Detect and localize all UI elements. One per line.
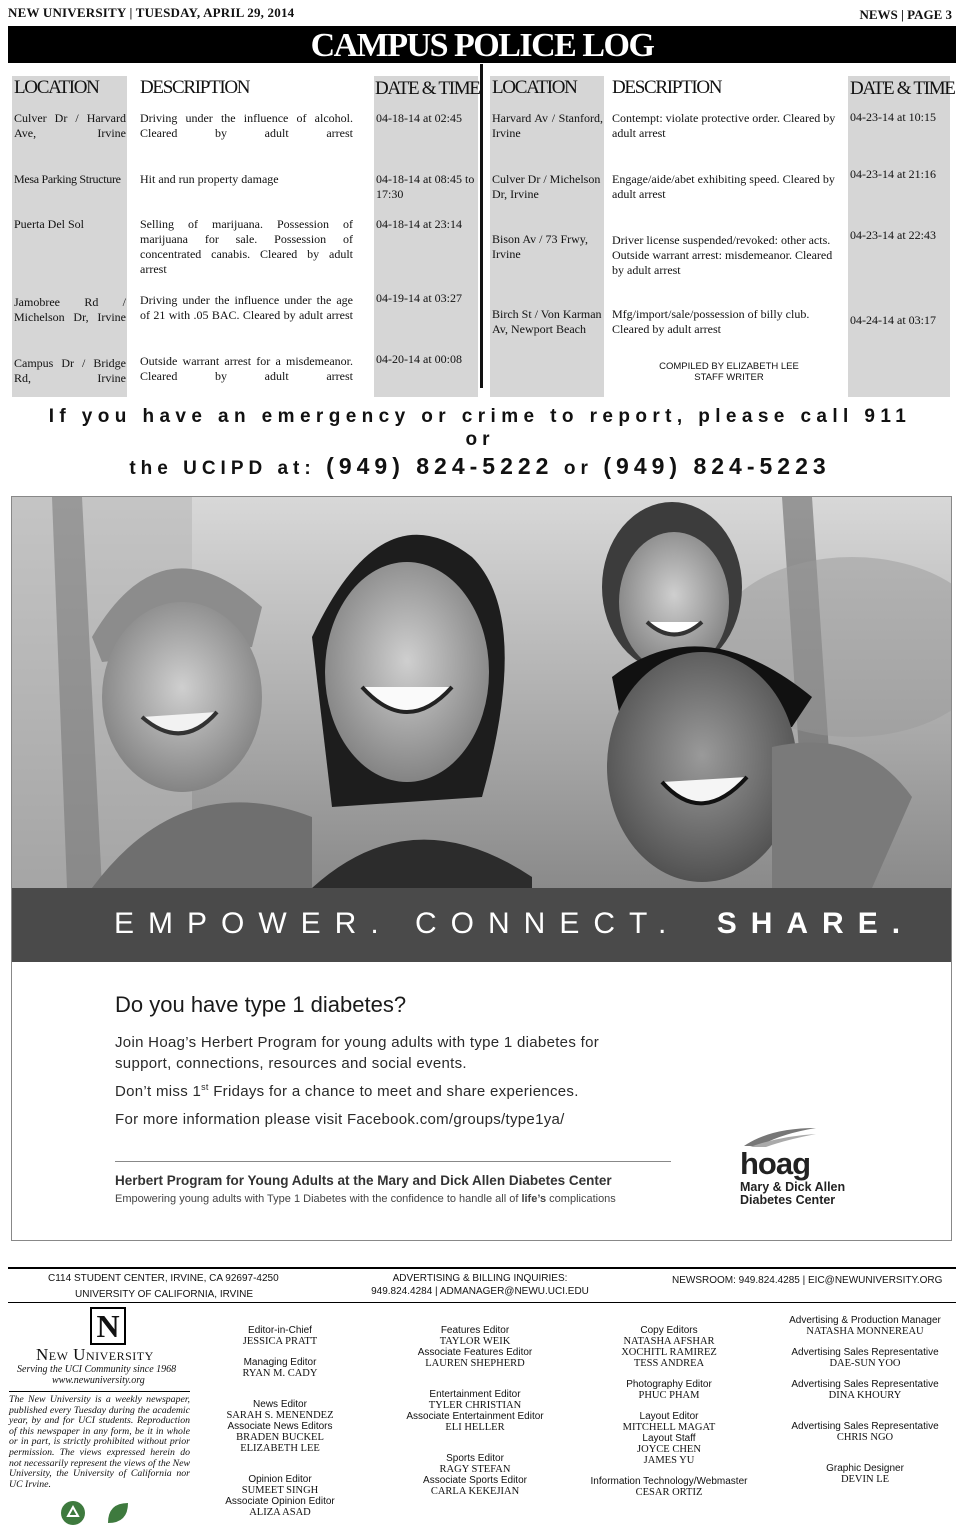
log-entry-location: Birch St / Von Karman Av, Newport Beach <box>492 307 602 336</box>
log-entry-datetime: 04-19-14 at 03:27 <box>376 291 462 305</box>
log-entry-datetime: 04-23-14 at 22:43 <box>850 228 936 242</box>
staff-role: Advertising Sales Representative <box>791 1421 939 1432</box>
phone-number-2[interactable]: (949) 824-5223 <box>603 453 831 479</box>
col-header-datetime: DATE & TIME <box>375 78 480 99</box>
staff-role: Advertising Sales Representative <box>791 1347 939 1358</box>
staff-column-2 <box>395 1325 555 1497</box>
compiled-by-name: COMPILED BY ELIZABETH LEE <box>659 361 799 372</box>
staff-role: Copy Editors <box>640 1325 698 1336</box>
staff-role: Graphic Designer <box>826 1463 904 1474</box>
staff-role: Layout Staff <box>642 1433 696 1444</box>
masthead-title: New University <box>36 1345 154 1364</box>
log-entry-location: Campus Dr / Bridge Rd, Irvine <box>14 356 126 385</box>
ad-photo <box>12 497 951 888</box>
staff-role: Advertising Sales Representative <box>791 1379 939 1390</box>
masthead-url[interactable]: www.newuniversity.org <box>52 1375 145 1386</box>
staff-role: Entertainment Editor <box>429 1389 521 1400</box>
staff-name: JOYCE CHEN <box>637 1444 701 1455</box>
ucipd-label: the UCIPD at: <box>129 458 316 479</box>
log-entry-datetime: 04-18-14 at 23:14 <box>376 217 462 231</box>
staff-role: Associate Sports Editor <box>423 1475 527 1486</box>
staff-spacer <box>395 1433 555 1443</box>
staff-name: TESS ANDREA <box>633 1358 705 1369</box>
log-entry-description: Driver license suspended/revoked: other acts. Outside warrant arrest: misdemeanor. Cleared by adult arrest <box>612 233 833 277</box>
staff-name: DAE-SUN YOO <box>829 1358 901 1369</box>
staff-column-1 <box>212 1325 348 1518</box>
ad-para2-end: Fridays for a chance to meet and share experiences. <box>208 1083 579 1100</box>
address-line-2: UNIVERSITY OF CALIFORNIA, IRVINE <box>75 1289 253 1300</box>
staff-role: Features Editor <box>440 1325 510 1336</box>
staff-column-3 <box>580 1325 758 1498</box>
staff-name: ELI HELLER <box>445 1422 505 1433</box>
masthead-tagline: Serving the UCI Community since 1968 <box>17 1364 177 1375</box>
staff-spacer <box>580 1466 758 1476</box>
ad-program-sub <box>115 1193 616 1205</box>
staff-spacer <box>780 1401 950 1411</box>
log-entry-description: Driving under the influence under the age of 21 with .05 BAC. Cleared by adult arrest <box>140 293 353 322</box>
staff-name: SUMEET SINGH <box>241 1485 319 1496</box>
log-entry-datetime: 04-18-14 at 08:45 to 17:30 <box>376 172 475 201</box>
log-entry-description: Contempt: violate protective order. Cleared by adult arrest <box>612 111 836 140</box>
advertising-contact[interactable]: 949.824.4284 | ADMANAGER@NEWU.UCI.EDU <box>371 1286 589 1297</box>
staff-spacer <box>395 1369 555 1379</box>
recycle-icon <box>60 1500 86 1526</box>
staff-role: Editor-in-Chief <box>248 1325 312 1336</box>
staff-spacer <box>212 1379 348 1389</box>
staff-name: PHUC PHAM <box>638 1390 700 1401</box>
staff-name: ELIZABETH LEE <box>240 1443 320 1454</box>
ad-tagline <box>114 907 914 941</box>
ad-paragraph-1: Join Hoag’s Herbert Program for young adults with type 1 diabetes for support, connections, resources and social events. <box>115 1034 599 1072</box>
emergency-phones <box>0 453 960 480</box>
hoag-swoosh-icon <box>740 1126 820 1148</box>
section-page: NEWS | PAGE 3 <box>859 7 952 22</box>
log-entry-description: Mfg/import/sale/possession of billy club. Cleared by adult arrest <box>612 307 810 336</box>
staff-spacer <box>780 1443 950 1453</box>
ad-sub-bold: life’s <box>521 1193 547 1205</box>
staff-name: CARLA KEKEJIAN <box>430 1486 520 1497</box>
ad-sub-end: complications <box>546 1193 616 1205</box>
newsroom-contact[interactable]: NEWSROOM: 949.824.4285 | EIC@NEWUNIVERSITY.ORG <box>672 1275 943 1286</box>
staff-name: TAYLOR WEIK <box>439 1336 511 1347</box>
staff-spacer <box>212 1389 348 1399</box>
log-entry-datetime: 04-23-14 at 10:15 <box>850 110 936 124</box>
tagline-empower-connect: EMPOWER. CONNECT. <box>114 907 681 940</box>
emergency-line: If you have an emergency or crime to report, please call 911 <box>48 406 912 427</box>
log-entry-datetime: 04-18-14 at 02:45 <box>376 111 462 125</box>
log-entry-location: Bison Av / 73 Frwy, Irvine <box>492 232 589 261</box>
staff-spacer <box>212 1464 348 1474</box>
staff-role: Sports Editor <box>446 1453 504 1464</box>
staff-spacer <box>780 1337 950 1347</box>
staff-spacer <box>580 1369 758 1379</box>
leaf-icon <box>105 1500 131 1526</box>
hoag-logo-icon <box>740 1126 880 1207</box>
staff-spacer <box>395 1379 555 1389</box>
staff-role: News Editor <box>253 1399 307 1410</box>
staff-role: Associate News Editors <box>227 1421 333 1432</box>
staff-role: Associate Entertainment Editor <box>406 1411 544 1422</box>
footer-rule-top <box>8 1267 956 1269</box>
hoag-wordmark: hoag <box>740 1146 811 1181</box>
ad-program-title: Herbert Program for Young Adults at the Mary and Dick Allen Diabetes Center <box>115 1173 612 1188</box>
staff-role: Managing Editor <box>243 1357 317 1368</box>
staff-role: Photography Editor <box>626 1379 712 1390</box>
staff-name: JAMES YU <box>643 1455 695 1466</box>
log-entry-location: Puerta Del Sol <box>14 217 84 231</box>
log-entry-location: Mesa Parking Structure <box>14 172 121 186</box>
ad-link[interactable]: For more information please visit Facebook.com/groups/type1ya/ <box>115 1111 565 1128</box>
staff-role: Associate Opinion Editor <box>225 1496 335 1507</box>
new-university-logo-icon: N <box>90 1307 126 1345</box>
tagline-share: SHARE. <box>716 907 915 940</box>
emergency-or-inline: or <box>563 458 593 479</box>
log-entry-description: Hit and run property damage <box>140 172 279 186</box>
staff-role: Associate Features Editor <box>417 1347 533 1358</box>
staff-name: XOCHITL RAMIREZ <box>621 1347 717 1358</box>
staff-name: RAGY STEFAN <box>439 1464 511 1475</box>
ad-divider <box>115 1161 671 1162</box>
log-entry-description: Outside warrant arrest for a misdemeanor. Cleared by adult arrest <box>140 354 353 383</box>
phone-number-1[interactable]: (949) 824-5222 <box>326 453 554 479</box>
staff-spacer <box>395 1443 555 1453</box>
col-header-description: DESCRIPTION <box>140 77 250 98</box>
ad-para2-start: Don’t miss 1 <box>115 1083 202 1100</box>
ad-headline: Do you have type 1 diabetes? <box>115 992 407 1017</box>
log-entry-description: Driving under the influence of alcohol. Cleared by adult arrest <box>140 111 353 140</box>
staff-name: BRADEN BUCKEL <box>236 1432 324 1443</box>
address-line-1: C114 STUDENT CENTER, IRVINE, CA 92697-4250 <box>48 1273 279 1284</box>
log-entry-location: Harvard Av / Stanford, Irvine <box>492 111 603 140</box>
log-entry-location: Jamobree Rd / Michelson Dr, Irvine <box>14 295 126 324</box>
issue-dateline: NEW UNIVERSITY | TUESDAY, APRIL 29, 2014 <box>8 5 295 20</box>
staff-role: Opinion Editor <box>248 1474 312 1485</box>
masthead-blurb: The New University is a weekly newspaper, published every Tuesday during the academic year, by and for UCI students. Reproduction of this newspaper in any form, be it in whole or in part, is strictly prohibited without prior permission. The views expressed herein do not necessarily represent the views of the New University, the University of California nor UC Irvine. <box>9 1394 190 1490</box>
staff-spacer <box>780 1411 950 1421</box>
page-banner: CAMPUS POLICE LOG <box>8 26 956 63</box>
compiled-by <box>612 361 846 383</box>
staff-spacer <box>580 1401 758 1411</box>
log-entry-datetime: 04-23-14 at 21:16 <box>850 167 936 181</box>
log-entry-datetime: 04-24-14 at 03:17 <box>850 313 936 327</box>
friends-photo-image <box>12 497 951 888</box>
staff-spacer <box>780 1369 950 1379</box>
log-divider <box>480 64 483 388</box>
staff-name: CHRIS NGO <box>836 1432 894 1443</box>
footer-rule-mid <box>8 1302 956 1303</box>
log-entry-description: Engage/aide/abet exhibiting speed. Cleared by adult arrest <box>612 172 835 201</box>
col-header-location: LOCATION <box>14 77 99 98</box>
staff-name: ALIZA ASAD <box>249 1507 311 1518</box>
staff-name: SARAH S. MENENDEZ <box>226 1410 334 1421</box>
staff-role: Layout Editor <box>639 1411 699 1422</box>
staff-name: DINA KHOURY <box>828 1390 902 1401</box>
log-entry-location: Culver Dr / Michelson Dr, Irvine <box>492 172 601 201</box>
ad-sub-start: Empowering young adults with Type 1 Diabetes with the confidence to handle all of <box>115 1193 522 1205</box>
col-header-description: DESCRIPTION <box>612 77 722 98</box>
staff-name: NATASHA AFSHAR <box>623 1336 715 1347</box>
staff-role: Information Technology/Webmaster <box>590 1476 748 1487</box>
staff-spacer <box>212 1454 348 1464</box>
advertising-inquiries: ADVERTISING & BILLING INQUIRIES: <box>392 1273 568 1284</box>
staff-column-4 <box>780 1315 950 1485</box>
log-entry-datetime: 04-20-14 at 00:08 <box>376 352 462 366</box>
col-header-location: LOCATION <box>492 77 577 98</box>
col-header-datetime: DATE & TIME <box>850 78 955 99</box>
compiled-by-role: STAFF WRITER <box>694 372 764 383</box>
staff-name: TYLER CHRISTIAN <box>428 1400 522 1411</box>
ad-para2-sup: st <box>201 1082 209 1092</box>
log-entry-description: Selling of marijuana. Possession of marijuana for sale. Possession of concentrated canabis. Cleared by adult arrest <box>140 217 353 276</box>
staff-spacer <box>212 1347 348 1357</box>
staff-name: DEVIN LE <box>840 1474 890 1485</box>
masthead-rule <box>9 1391 190 1392</box>
staff-name: JESSICA PRATT <box>242 1336 318 1347</box>
staff-name: MITCHELL MAGAT <box>622 1422 716 1433</box>
log-entry-location: Culver Dr / Harvard Ave, Irvine <box>14 111 126 140</box>
emergency-or: or <box>465 429 495 450</box>
staff-name: RYAN M. CADY <box>242 1368 318 1379</box>
staff-spacer <box>780 1453 950 1463</box>
staff-name: LAUREN SHEPHERD <box>425 1358 525 1369</box>
hoag-center-line1: Mary & Dick Allen <box>740 1180 846 1194</box>
ad-paragraph-2 <box>115 1082 579 1100</box>
staff-role: Advertising & Production Manager <box>789 1315 941 1326</box>
staff-name: NATASHA MONNEREAU <box>806 1326 924 1337</box>
hoag-center-line2: Diabetes Center <box>740 1193 836 1207</box>
staff-name: CESAR ORTIZ <box>635 1487 703 1498</box>
